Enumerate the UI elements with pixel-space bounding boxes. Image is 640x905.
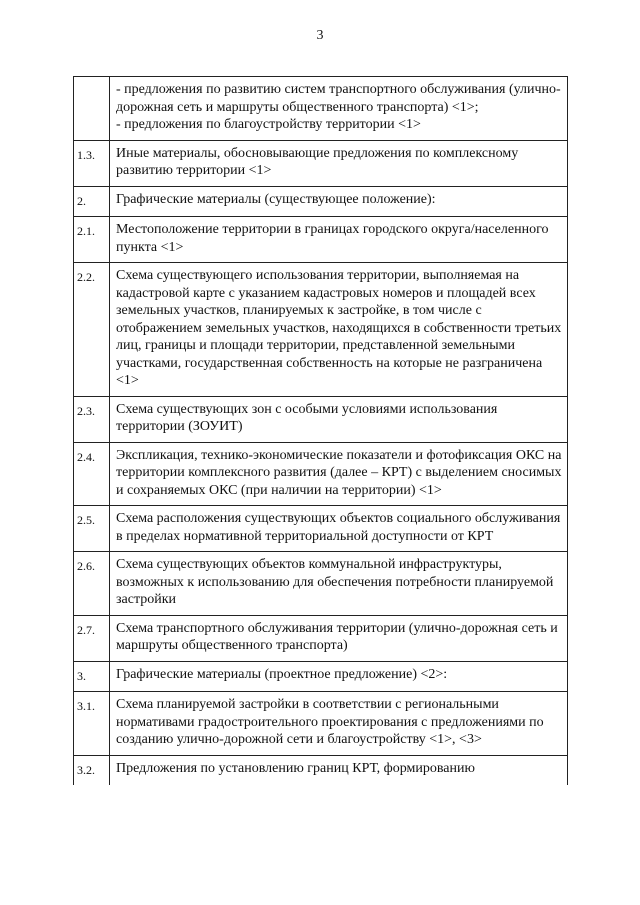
row-text <box>110 396 568 442</box>
row-number: 3.2. <box>74 755 110 785</box>
table-row <box>74 442 568 506</box>
row-text <box>110 442 568 506</box>
row-text <box>110 263 568 397</box>
row-number: 2.2. <box>74 263 110 397</box>
row-number: 2.3. <box>74 396 110 442</box>
row-text <box>110 755 568 785</box>
page-number: 3 <box>316 28 324 43</box>
row-text-line: Схема транспортного обслуживания территории (улично-дорожная сеть и маршруты общественного транспорта) <box>116 620 558 653</box>
row-text <box>110 140 568 186</box>
row-text-line: Схема планируемой застройки в соответствии с региональными нормативами градостроительного проектирования с предложениями по созданию улично-дорожной сети и благоустройству <1>, <3> <box>116 697 544 747</box>
row-text <box>110 692 568 756</box>
row-text-line: Графические материалы (существующее положение): <box>116 191 436 207</box>
row-text-line: Иные материалы, обосновывающие предложения по комплексному развитию территории <1> <box>116 145 519 178</box>
row-text <box>110 615 568 661</box>
row-text <box>110 186 568 217</box>
row-number: 2. <box>74 186 110 217</box>
row-text <box>110 217 568 263</box>
table-row <box>74 661 568 692</box>
row-number: 2.4. <box>74 442 110 506</box>
table-row <box>74 140 568 186</box>
row-number: 2.7. <box>74 615 110 661</box>
row-number: 2.5. <box>74 506 110 552</box>
table-row <box>74 77 568 141</box>
table-row <box>74 396 568 442</box>
table-row <box>74 755 568 785</box>
table-row <box>74 692 568 756</box>
row-text-line: Схема расположения существующих объектов социального обслуживания в пределах нормативной территориальной доступности от КРТ <box>116 511 561 544</box>
row-number: 3. <box>74 661 110 692</box>
row-number: 1.3. <box>74 140 110 186</box>
row-text-line: Местоположение территории в границах городского округа/населенного пункта <1> <box>116 222 549 255</box>
row-text-line: Схема существующих объектов коммунальной инфраструктуры, возможных к использованию для обеспечения потребности планируемой застройки <box>116 557 554 607</box>
table-row <box>74 217 568 263</box>
requirements-table <box>73 76 568 785</box>
row-number: 3.1. <box>74 692 110 756</box>
row-number <box>74 77 110 141</box>
row-text-line: Схема существующих зон с особыми условиями использования территории (ЗОУИТ) <box>116 401 498 434</box>
row-number: 2.6. <box>74 552 110 616</box>
table-row <box>74 552 568 616</box>
table-row <box>74 263 568 397</box>
row-text-line: Схема существующего использования территории, выполняемая на кадастровой карте с указанием кадастровых номеров и площадей всех земельных участков, планируемых к застройке, в том числе с отображением земельных участков, находящихся в собственности третьих лиц, границы и площади территории, представленной земельными участками, государственная собственность на которые не разграничена <1> <box>116 268 562 388</box>
table-row <box>74 615 568 661</box>
table-row <box>74 506 568 552</box>
row-text <box>110 552 568 616</box>
row-text-line: - предложения по развитию систем транспортного обслуживания (улично-дорожная сеть и маршруты общественного транспорта) <1>; <box>116 82 561 115</box>
row-text <box>110 506 568 552</box>
row-text-line: Графические материалы (проектное предложение) <2>: <box>116 666 448 682</box>
row-text <box>110 77 568 141</box>
row-text-line: Предложения по установлению границ КРТ, формированию <box>116 760 475 776</box>
row-text-line: Экспликация, технико-экономические показатели и фотофиксация ОКС на территории комплексного развития (далее – КРТ) с выделением сносимых и сохраняемых ОКС (при наличии на территории) <1> <box>116 447 562 498</box>
row-text-line: - предложения по благоустройству территории <1> <box>116 117 421 132</box>
row-number: 2.1. <box>74 217 110 263</box>
row-text <box>110 661 568 692</box>
table-row <box>74 186 568 217</box>
